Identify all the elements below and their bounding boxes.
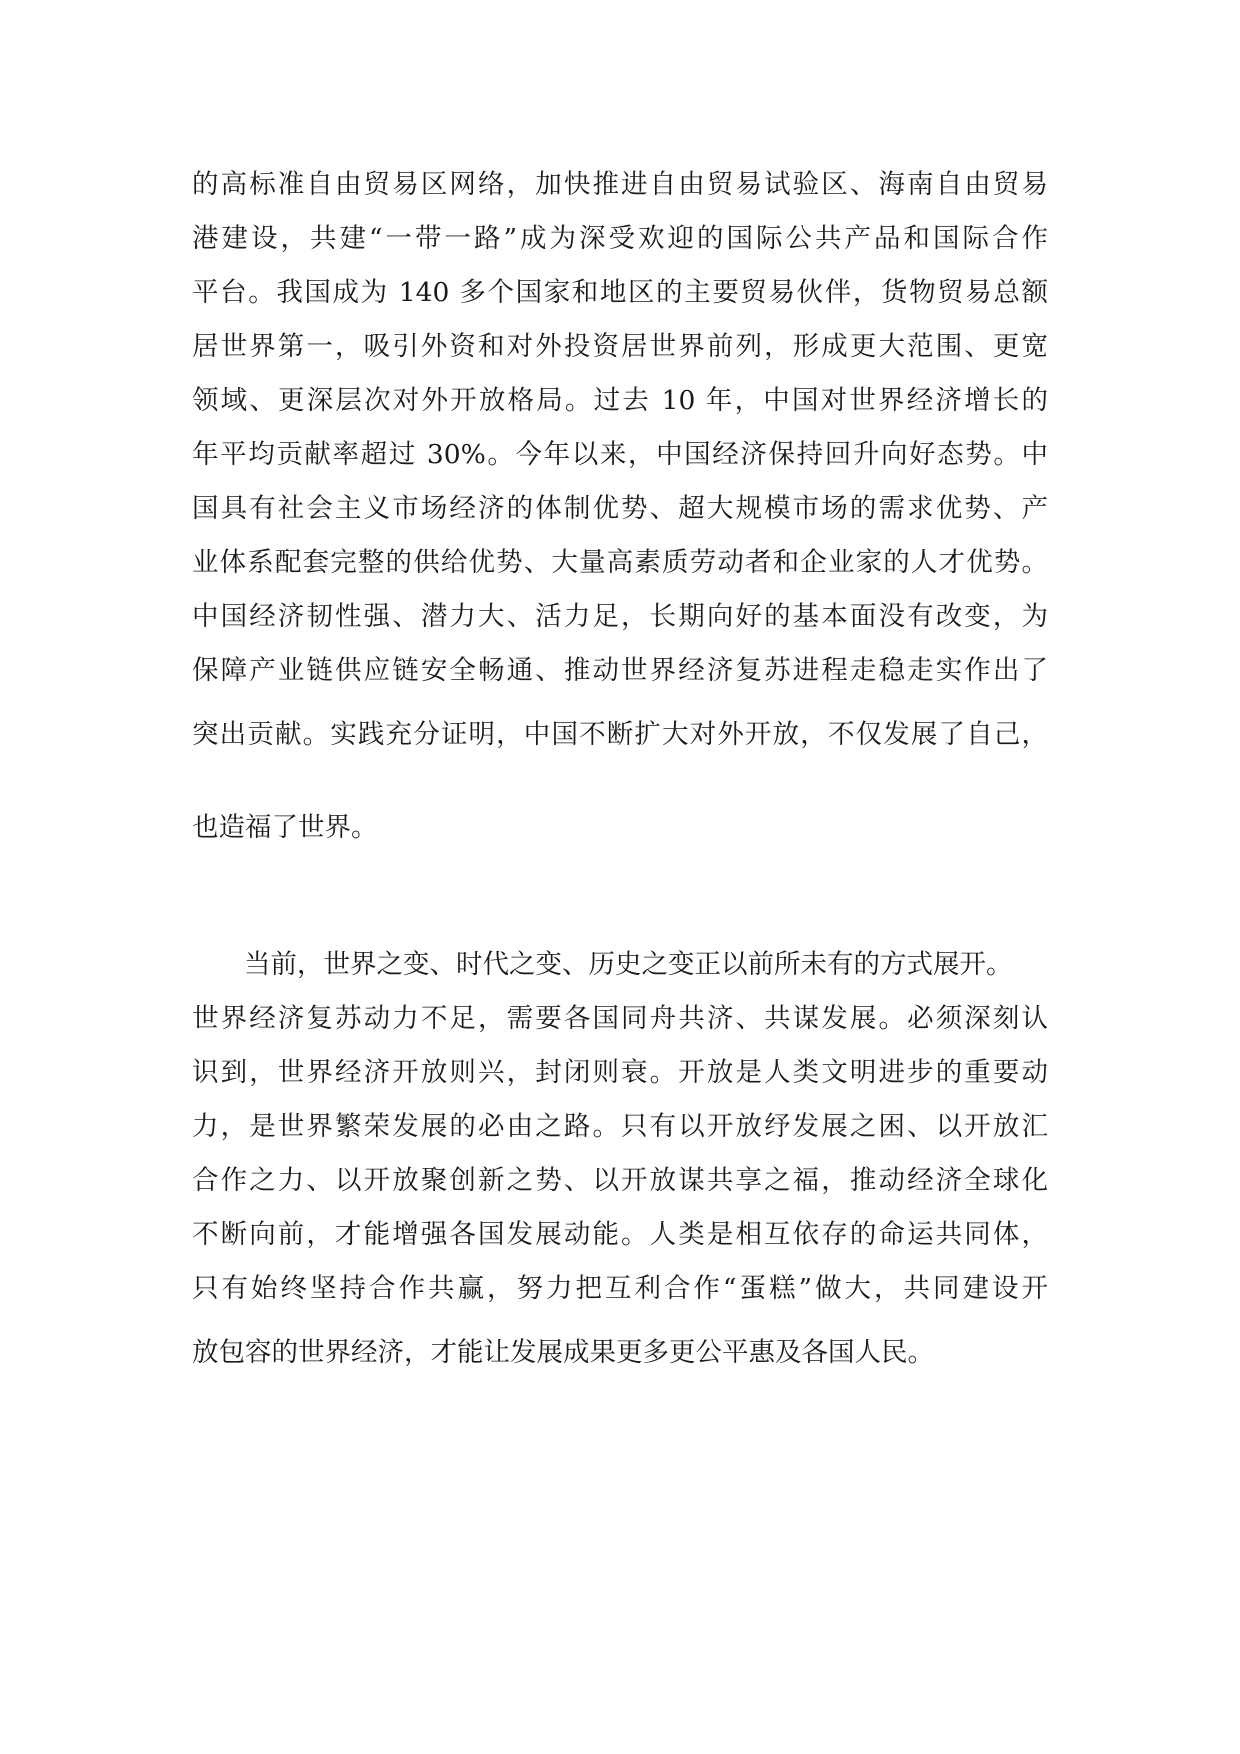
paragraph-line: 居世界第一，吸引外资和对外投资居世界前列，形成更大范围、更宽: [192, 331, 1048, 362]
paragraph-line: 突出贡献。实践充分证明，中国不断扩大对外开放，不仅发展了自己，: [192, 719, 1048, 750]
paragraph-line: 只有始终坚持合作共赢，努力把互利合作“蛋糕”做大，共同建设开: [192, 1273, 1048, 1304]
paragraph-line: 领域、更深层次对外开放格局。过去 10 年，中国对世界经济增长的: [192, 385, 1048, 416]
paragraph-line: 平台。我国成为 140 多个国家和地区的主要贸易伙伴，货物贸易总额: [192, 277, 1048, 308]
paragraph-line: 业体系配套完整的供给优势、大量高素质劳动者和企业家的人才优势。: [192, 547, 1048, 578]
paragraph-line: 港建设，共建“一带一路”成为深受欢迎的国际公共产品和国际合作: [192, 223, 1048, 254]
paragraph-line: 世界经济复苏动力不足，需要各国同舟共济、共谋发展。必须深刻认: [192, 1003, 1048, 1034]
paragraph-line: 中国经济韧性强、潜力大、活力足，长期向好的基本面没有改变，为: [192, 601, 1048, 632]
paragraph-line: 识到，世界经济开放则兴，封闭则衰。开放是人类文明进步的重要动: [192, 1057, 1048, 1088]
paragraph-line: 当前，世界之变、时代之变、历史之变正以前所未有的方式展开。: [244, 949, 1013, 980]
paragraph-line: 年平均贡献率超过 30%。今年以来，中国经济保持回升向好态势。中: [192, 439, 1048, 470]
paragraph-line: 放包容的世界经济，才能让发展成果更多更公平惠及各国人民。: [192, 1337, 934, 1368]
paragraph-line: 力，是世界繁荣发展的必由之路。只有以开放纾发展之困、以开放汇: [192, 1111, 1048, 1142]
paragraph-line: 也造福了世界。: [192, 812, 378, 843]
paragraph-line: 合作之力、以开放聚创新之势、以开放谋共享之福，推动经济全球化: [192, 1165, 1048, 1196]
paragraph-line: 国具有社会主义市场经济的体制优势、超大规模市场的需求优势、产: [192, 493, 1048, 524]
paragraph-line: 保障产业链供应链安全畅通、推动世界经济复苏进程走稳走实作出了: [192, 655, 1048, 686]
paragraph-line: 不断向前，才能增强各国发展动能。人类是相互依存的命运共同体，: [192, 1219, 1048, 1250]
paragraph-line: 的高标准自由贸易区网络，加快推进自由贸易试验区、海南自由贸易: [192, 169, 1048, 200]
